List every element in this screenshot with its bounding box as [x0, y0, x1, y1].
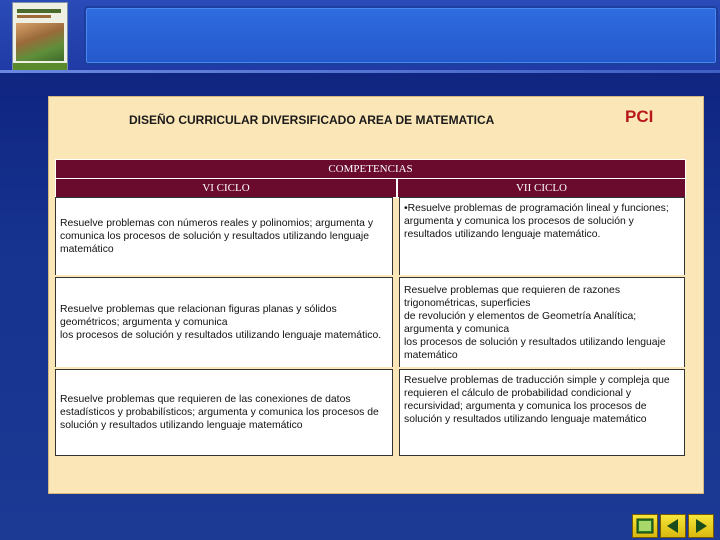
competency-text: •Resuelve problemas de programación lineal y funciones; argumenta y comunica los procesos de solución y resultados utilizando lenguaje matemático.: [404, 203, 669, 240]
competency-cell-vii-3: [399, 369, 685, 456]
column-header-vii-ciclo: VII CICLO: [397, 178, 686, 198]
competency-cell-vii-1: [399, 197, 685, 275]
thumbnail-photo: [16, 23, 64, 61]
previous-icon: [665, 518, 681, 534]
header-divider: [0, 70, 720, 73]
competency-text: Resuelve problemas que requieren de las conexiones de datos estadísticos y probabilísticos; argumenta y comunica los procesos de solución y resultados utilizando lenguaje matemático: [60, 394, 379, 431]
panel-heading: DISEÑO CURRICULAR DIVERSIFICADO AREA DE MATEMATICA: [129, 113, 495, 127]
home-button[interactable]: [632, 514, 658, 538]
competency-text: Resuelve problemas de traducción simple y compleja que requieren el cálculo de probabilidad condicional y recursividad; argumenta y comunica los procesos de solución y resultados utilizando lenguaje matemático: [404, 375, 670, 425]
competency-cell-vi-3: [55, 369, 393, 456]
book-cover-thumbnail: [12, 2, 68, 72]
column-header-vi-ciclo: VI CICLO: [55, 178, 397, 198]
competency-cell-vi-1: [55, 197, 393, 275]
competency-cell-vi-2: [55, 277, 393, 367]
pci-badge: PCI: [625, 107, 654, 126]
home-icon: [636, 518, 654, 534]
thumbnail-subtitle-stripe: [17, 15, 51, 18]
next-icon: [693, 518, 709, 534]
next-button[interactable]: [688, 514, 714, 538]
thumbnail-title-stripe: [17, 9, 61, 13]
title-box: [84, 6, 718, 65]
competency-cell-vii-2: [399, 277, 685, 367]
competency-text: Resuelve problemas que requieren de razones trigonométricas, superficies de revolución y elementos de Geometría Analítica; argumenta y comunica los procesos de solución y resultados utilizando lenguaje matemático: [404, 284, 666, 361]
competencias-header: COMPETENCIAS: [55, 159, 686, 179]
content-panel: [48, 96, 704, 494]
competency-text: Resuelve problemas con números reales y polinomios; argumenta y comunica los procesos de solución y resultados utilizando lenguaje matemático: [60, 218, 374, 255]
previous-button[interactable]: [660, 514, 686, 538]
competency-text: Resuelve problemas que relacionan figuras planas y sólidos geométricos; argumenta y comunica los procesos de solución y resultados utilizando lenguaje matemático.: [60, 304, 382, 341]
